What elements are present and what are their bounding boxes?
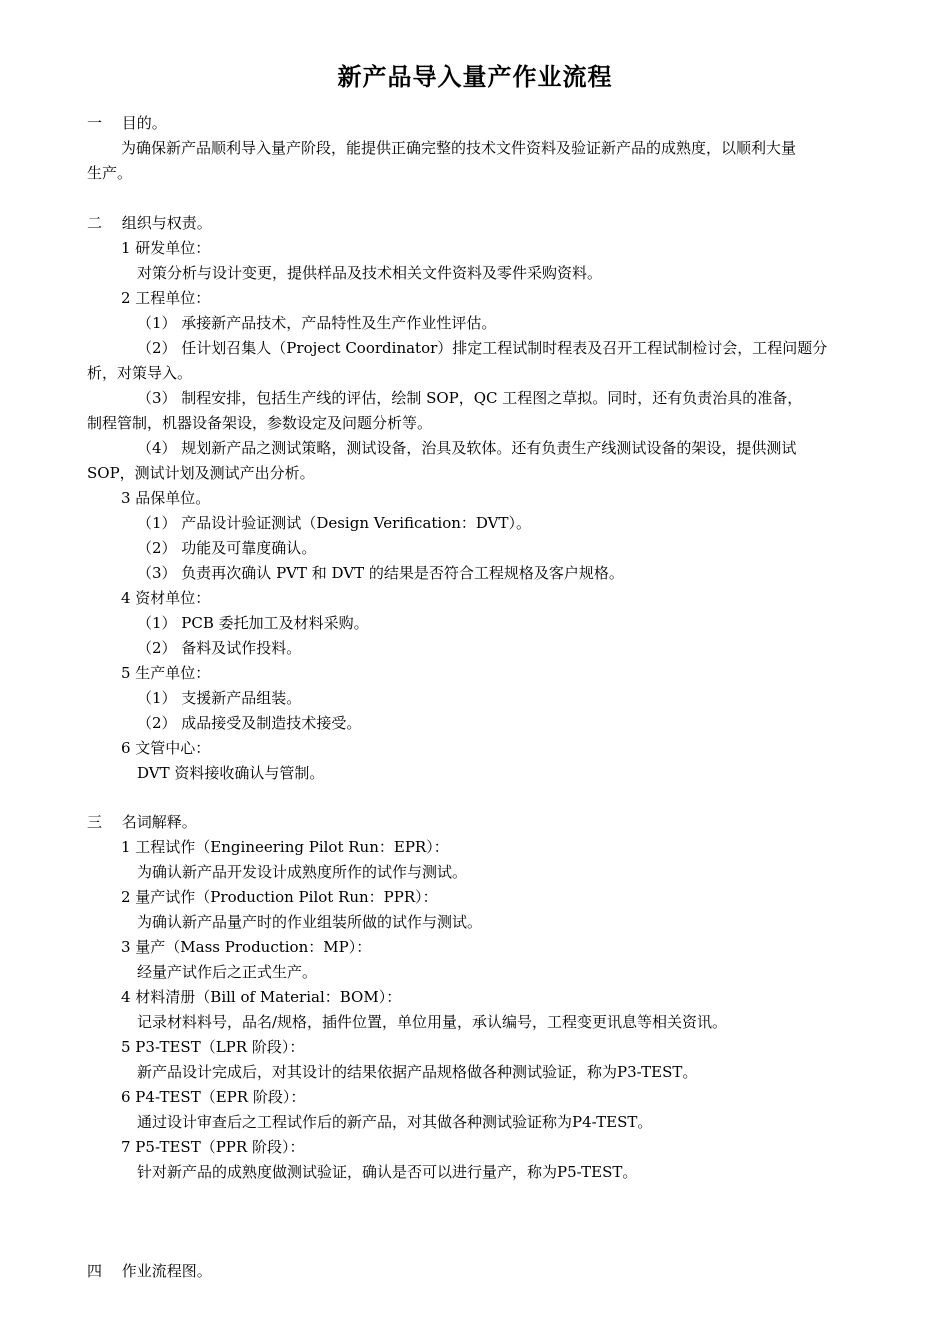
text-line: （2） 功能及可靠度确认。 [137, 539, 317, 557]
text-line: （2） 成品接受及制造技术接受。 [137, 714, 362, 732]
text-line: 析，对策导入。 [87, 364, 193, 382]
text-line: （1） PCB 委托加工及材料采购。 [137, 614, 369, 632]
text-line: （4） 规划新产品之测试策略，测试设备，治具及软体。还有负责生产线测试设备的架设，提供测试 [137, 439, 797, 457]
text-line: 1 研发单位： [121, 239, 211, 257]
text-line: 为确保新产品顺利导入量产阶段，能提供正确完整的技术文件资料及验证新产品的成熟度，以顺利大量 [121, 139, 797, 157]
text-line: 四 作业流程图。 [87, 1262, 212, 1280]
text-line: 通过设计审查后之工程试作后的新产品，对其做各种测试验证称为P4-TEST。 [137, 1113, 653, 1131]
text-line: 3 品保单位。 [121, 489, 211, 507]
text-line: 制程管制，机器设备架设，参数设定及问题分析等。 [87, 414, 433, 432]
text-line: 3 量产（Mass Production：MP）： [121, 938, 372, 956]
text-line: 为确认新产品量产时的作业组装所做的试作与测试。 [137, 913, 483, 931]
text-line: 对策分析与设计变更，提供样品及技术相关文件资料及零件采购资料。 [137, 264, 603, 282]
text-line: （1） 承接新产品技术，产品特性及生产作业性评估。 [137, 314, 497, 332]
text-line: 经量产试作后之正式生产。 [137, 963, 318, 981]
text-line: 新产品设计完成后，对其设计的结果依据产品规格做各种测试验证，称为P3-TEST。 [137, 1063, 698, 1081]
text-line: 6 P4-TEST（EPR 阶段）： [121, 1088, 306, 1106]
text-line: 2 工程单位： [121, 289, 211, 307]
text-line: （3） 制程安排，包括生产线的评估，绘制 SOP，QC 工程图之草拟。同时，还有负责治具的准备， [137, 389, 803, 407]
text-line: （1） 产品设计验证测试（Design Verification：DVT）。 [137, 514, 532, 532]
text-line: SOP，测试计划及测试产出分析。 [87, 464, 315, 482]
text-line: 4 资材单位： [121, 589, 211, 607]
text-line: 6 文管中心： [121, 739, 211, 757]
text-line: 一 目的。 [87, 114, 167, 132]
text-line: （2） 备料及试作投料。 [137, 639, 302, 657]
text-line: 5 P3-TEST（LPR 阶段）： [121, 1038, 305, 1056]
text-line: 2 量产试作（Production Pilot Run：PPR）： [121, 888, 438, 906]
text-line: 生产。 [87, 164, 133, 182]
text-line: 二 组织与权责。 [87, 214, 212, 232]
text-line: （1） 支援新产品组装。 [137, 689, 302, 707]
text-line: 三 名词解释。 [87, 813, 197, 831]
text-line: 1 工程试作（Engineering Pilot Run：EPR）： [121, 838, 449, 856]
text-line: 4 材料清册（Bill of Material：BOM）： [121, 988, 402, 1006]
document-title: 新产品导入量产作业流程 [337, 63, 613, 91]
text-line: 记录材料料号，品名/规格，插件位置，单位用量，承认编号，工程变更讯息等相关资讯。 [137, 1013, 728, 1031]
text-line: 7 P5-TEST（PPR 阶段）： [121, 1138, 305, 1156]
text-line: 针对新产品的成熟度做测试验证，确认是否可以进行量产，称为P5-TEST。 [137, 1163, 638, 1181]
text-line: （3） 负责再次确认 PVT 和 DVT 的结果是否符合工程规格及客户规格。 [137, 564, 624, 582]
text-line: 为确认新产品开发设计成熟度所作的试作与测试。 [137, 863, 468, 881]
text-line: DVT 资料接收确认与管制。 [137, 764, 325, 782]
text-line: （2） 任计划召集人（Project Coordinator）排定工程试制时程表及召开工程试制检讨会，工程问题分 [137, 339, 828, 357]
text-line: 5 生产单位： [121, 664, 211, 682]
